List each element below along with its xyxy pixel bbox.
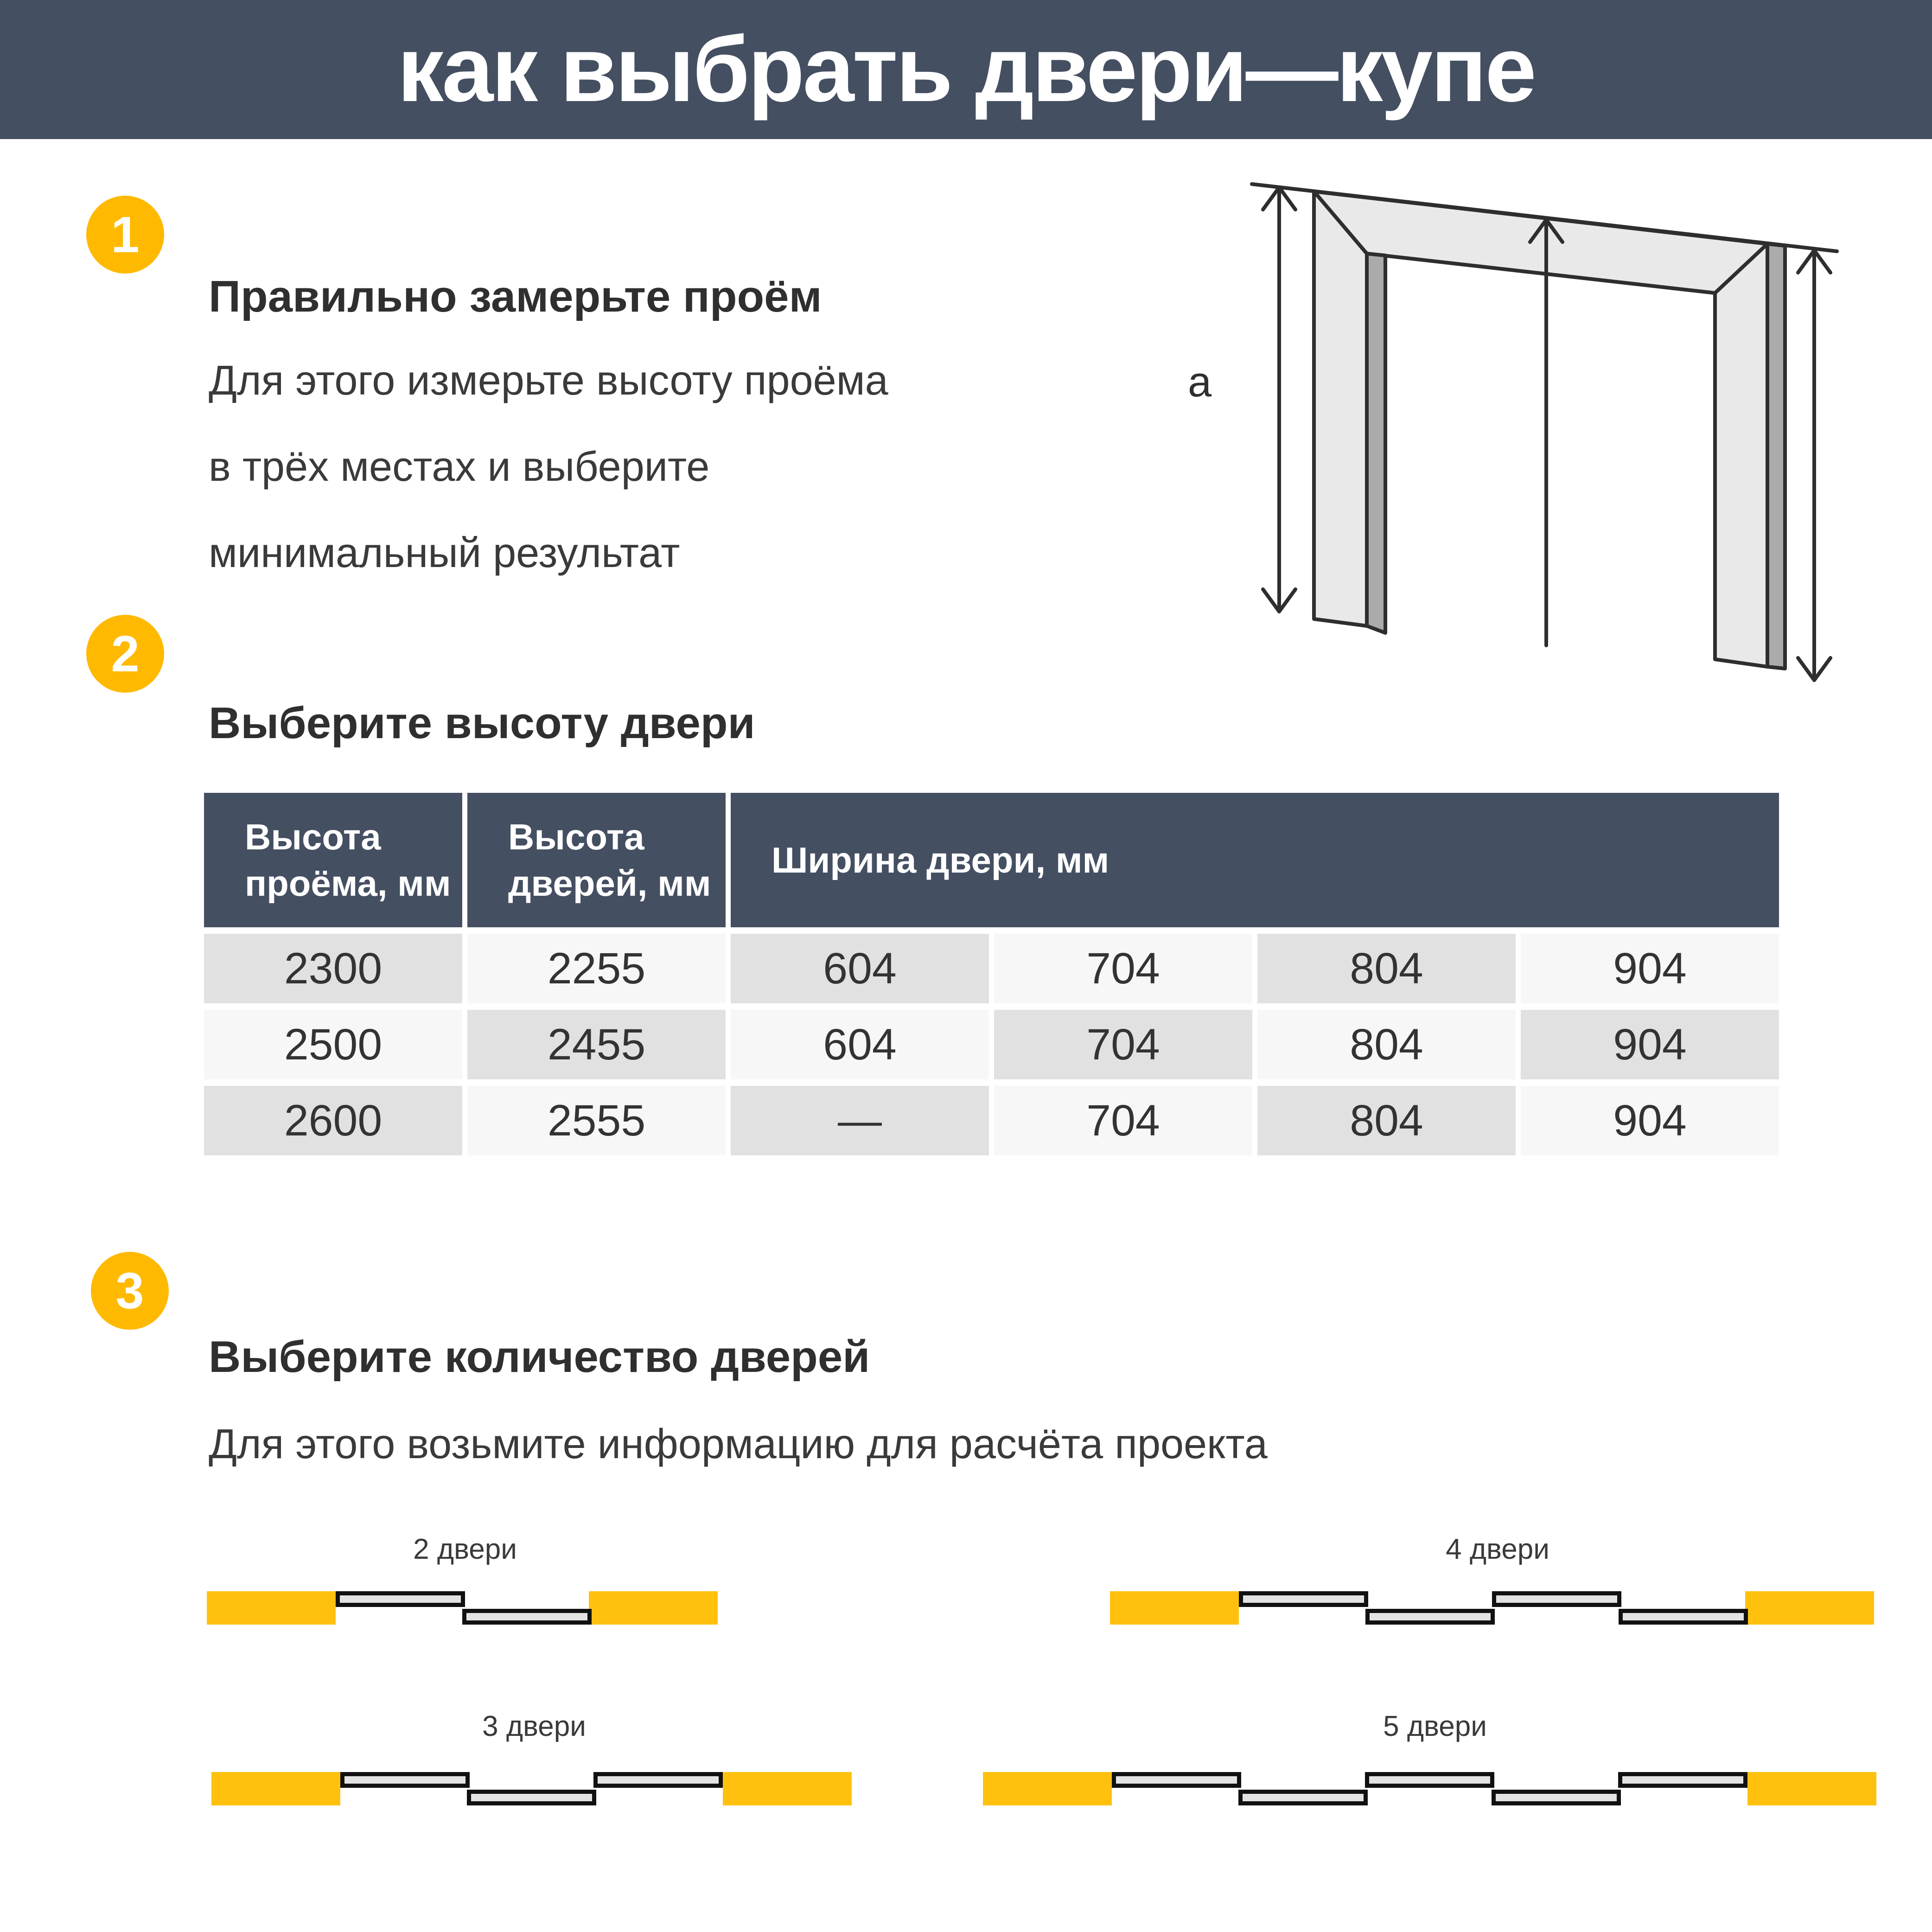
step2-number-badge [86, 615, 164, 693]
diagram-4-doors [1110, 1591, 1874, 1625]
step3-title: Выберите количество дверей [209, 1332, 870, 1382]
door-panel [1619, 1609, 1748, 1625]
diagram-label-3-doors: 3 двери [482, 1710, 586, 1742]
table-cell: 704 [994, 1010, 1252, 1079]
step1-number: 1 [111, 206, 140, 263]
table-cell: 704 [994, 934, 1252, 1003]
door-panel [1238, 1790, 1368, 1805]
wall-block [1747, 1772, 1876, 1805]
table-cell: 2500 [204, 1010, 462, 1079]
door-panel [1365, 1772, 1494, 1788]
step3-number: 3 [115, 1262, 144, 1320]
table-cell: 2455 [467, 1010, 726, 1079]
step1-body-line1: Для этого измерьте высоту проёма [209, 357, 888, 404]
door-panel [593, 1772, 723, 1788]
door-sizes-table [204, 793, 1779, 1155]
step2-number: 2 [111, 625, 140, 682]
page-title: как выбрать двери—купе [397, 18, 1535, 121]
step2-title: Выберите высоту двери [209, 698, 755, 748]
door-panel [340, 1772, 470, 1788]
diagram-2-doors [207, 1591, 718, 1625]
table-row [204, 934, 1779, 1003]
table-cell: 2300 [204, 934, 462, 1003]
wall-block [723, 1772, 852, 1805]
wall-block [1110, 1591, 1239, 1625]
table-cell: 704 [994, 1086, 1252, 1155]
table-cell: 804 [1257, 1010, 1516, 1079]
door-panel [462, 1609, 592, 1625]
door-panel [1492, 1591, 1621, 1607]
door-frame-illustration [1201, 167, 1887, 714]
table-header-door-width: Ширина двери, мм [731, 793, 1779, 927]
table-row [204, 1086, 1779, 1155]
wall-block [589, 1591, 718, 1625]
step1-body [209, 338, 888, 596]
step3-body [209, 1401, 1268, 1487]
door-panel [1618, 1772, 1747, 1788]
door-panel [1492, 1790, 1621, 1805]
wall-block [1745, 1591, 1874, 1625]
table-cell: 2555 [467, 1086, 726, 1155]
door-panel [1365, 1609, 1495, 1625]
table-cell: 904 [1521, 1086, 1779, 1155]
table-row [204, 1010, 1779, 1079]
diagram-3-doors [211, 1772, 852, 1805]
wall-block [207, 1591, 336, 1625]
height-dimension-label: а [1188, 358, 1212, 406]
table-cell: 804 [1257, 934, 1516, 1003]
diagram-5-doors [983, 1772, 1876, 1805]
step3-body-line1: Для этого возьмите информацию для расчёта проекта [209, 1421, 1268, 1467]
table-header-door-height: Высота дверей, мм [467, 793, 726, 927]
step3-number-badge [91, 1252, 169, 1330]
diagram-label-5-doors: 5 двери [1383, 1710, 1487, 1742]
door-panel [1112, 1772, 1241, 1788]
step1-number-badge [86, 196, 164, 274]
table-cell: 904 [1521, 1010, 1779, 1079]
step1-body-line2: в трёх местах и выберите [209, 444, 710, 490]
door-panel [467, 1790, 596, 1805]
table-cell: 2600 [204, 1086, 462, 1155]
door-panel [1239, 1591, 1368, 1607]
table-cell: 804 [1257, 1086, 1516, 1155]
table-cell: — [731, 1086, 989, 1155]
table-cell: 604 [731, 1010, 989, 1079]
wall-block [211, 1772, 340, 1805]
step1-body-line3: минимальный результат [209, 530, 680, 576]
header-band [0, 0, 1932, 139]
table-cell: 904 [1521, 934, 1779, 1003]
diagram-label-2-doors: 2 двери [413, 1533, 517, 1565]
table-header-row [204, 793, 1779, 927]
table-header-opening-height: Высота проёма, мм [204, 793, 462, 927]
table-cell: 604 [731, 934, 989, 1003]
diagram-label-4-doors: 4 двери [1446, 1533, 1549, 1565]
table-cell: 2255 [467, 934, 726, 1003]
step1-title: Правильно замерьте проём [209, 272, 822, 321]
wall-block [983, 1772, 1112, 1805]
door-panel [336, 1591, 465, 1607]
